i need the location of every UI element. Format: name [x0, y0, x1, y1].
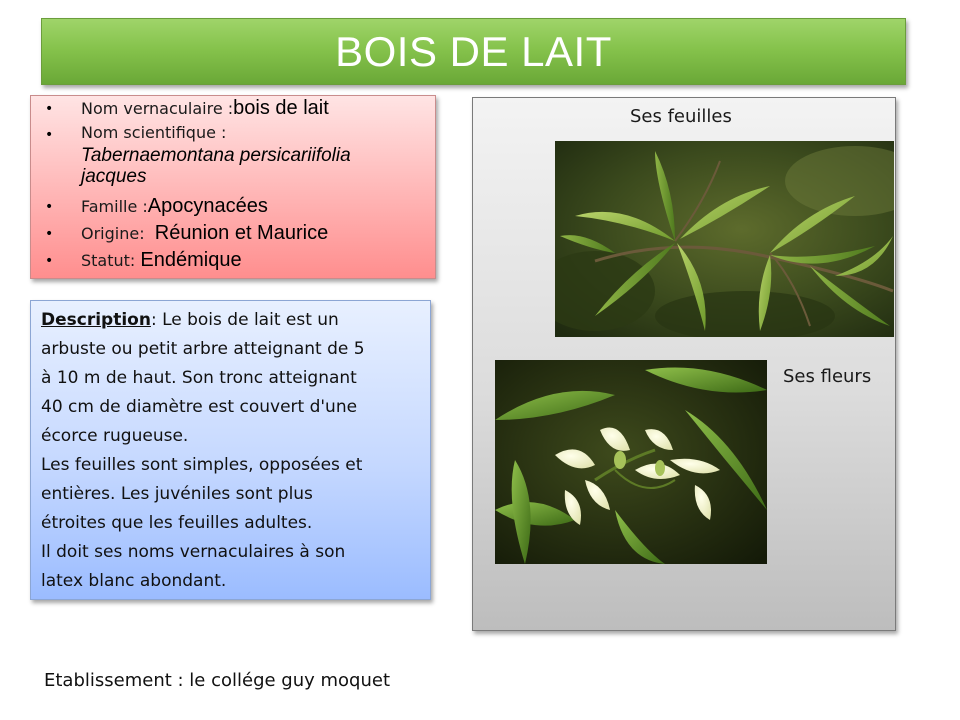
slide-title: BOIS DE LAIT	[335, 27, 612, 75]
species-info-box	[30, 95, 436, 279]
flowers-photo-icon	[495, 360, 767, 564]
description-line: Les feuilles sont simples, opposées et	[41, 455, 363, 475]
description-line	[41, 310, 339, 330]
description-line: arbuste ou petit arbre atteignant de 5	[41, 339, 365, 359]
origin-label: Origine:	[81, 224, 145, 243]
status-value: Endémique	[140, 249, 242, 271]
flowers-caption: Ses fleurs	[783, 366, 872, 387]
description-box	[30, 300, 431, 600]
status-label: Statut:	[81, 251, 136, 270]
scientific-value-line2: jacques	[81, 166, 147, 187]
footer-school: Etablissement : le collége guy moquet	[44, 670, 391, 691]
description-line: étroites que les feuilles adultes.	[41, 513, 313, 533]
bullet-icon: •	[45, 127, 54, 143]
vernacular-value: bois de lait	[233, 97, 329, 119]
family-value: Apocynacées	[147, 195, 268, 217]
bullet-icon: •	[45, 101, 54, 117]
bullet-icon: •	[45, 199, 54, 215]
bullet-icon: •	[45, 253, 54, 269]
description-line: à 10 m de haut. Son tronc atteignant	[41, 368, 357, 388]
bullet-icon: •	[45, 226, 54, 242]
leaves-photo-icon	[555, 141, 894, 337]
description-line: 40 cm de diamètre est couvert d'une	[41, 397, 358, 417]
description-line: écorce rugueuse.	[41, 426, 189, 446]
scientific-value-line1: Tabernaemontana persicariifolia	[81, 145, 351, 166]
origin-value: Réunion et Maurice	[154, 222, 329, 244]
description-label: Description	[41, 310, 151, 330]
leaves-photo	[555, 141, 894, 337]
description-line: latex blanc abondant.	[41, 571, 227, 591]
description-line: Il doit ses noms vernaculaires à son	[41, 542, 346, 562]
photo-panel	[472, 97, 896, 631]
description-line: entières. Les juvéniles sont plus	[41, 484, 313, 504]
family-label: Famille :	[81, 197, 148, 216]
vernacular-label: Nom vernaculaire :	[81, 99, 234, 118]
leaves-caption: Ses feuilles	[630, 106, 732, 127]
title-banner	[41, 18, 906, 85]
scientific-label: Nom scientifique :	[81, 123, 227, 142]
flowers-photo	[495, 360, 767, 564]
description-first-line: : Le bois de lait est un	[150, 310, 339, 330]
